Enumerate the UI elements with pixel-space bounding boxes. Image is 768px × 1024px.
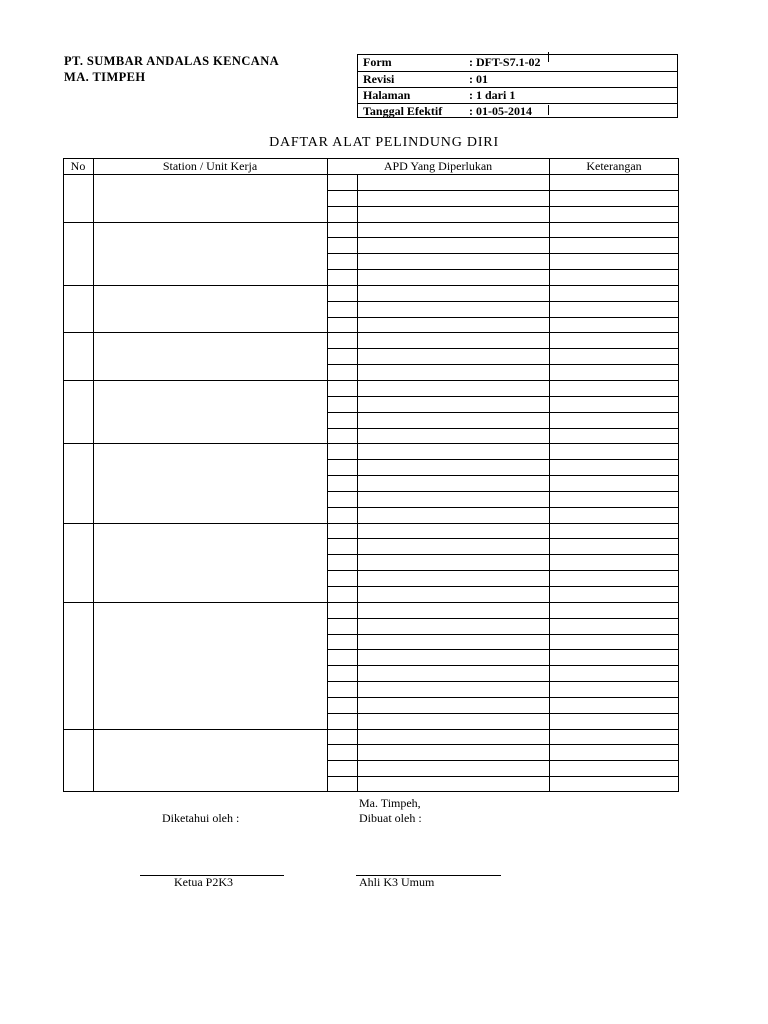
revisi-value: : 01 (469, 72, 488, 86)
tanggal-efektif-value: : 01-05-2014 (469, 104, 532, 118)
place-date: Ma. Timpeh, (359, 796, 421, 810)
header-apd: APD Yang Diperlukan (383, 159, 493, 173)
header-no: No (70, 159, 86, 173)
cursor-mark (548, 105, 549, 115)
header-keterangan: Keterangan (586, 159, 642, 173)
apd-table-grid (63, 158, 679, 792)
left-signatory-title: Ketua P2K3 (174, 875, 233, 889)
made-by-label: Dibuat oleh : (359, 811, 422, 825)
known-by-label: Diketahui oleh : (162, 811, 240, 825)
right-signatory-title: Ahli K3 Umum (359, 875, 435, 889)
company-site: MA. TIMPEH (64, 70, 146, 84)
form-info-box (357, 54, 678, 118)
revisi-label: Revisi (363, 72, 395, 86)
form-value: : DFT-S7.1-02 (469, 55, 541, 69)
form-info-row-halaman (358, 87, 677, 103)
halaman-label: Halaman (363, 88, 411, 102)
halaman-value: : 1 dari 1 (469, 88, 516, 102)
form-info-row-form (358, 55, 677, 71)
form-label: Form (363, 55, 392, 69)
tanggal-efektif-label: Tanggal Efektif (363, 104, 443, 118)
form-info-row-tanggal (358, 103, 677, 119)
document-title: DAFTAR ALAT PELINDUNG DIRI (269, 135, 499, 150)
apd-table (63, 158, 679, 792)
company-name: PT. SUMBAR ANDALAS KENCANA (64, 54, 280, 68)
header-station: Station / Unit Kerja (162, 159, 258, 173)
form-info-row-revisi (358, 71, 677, 87)
cursor-mark (548, 52, 549, 62)
